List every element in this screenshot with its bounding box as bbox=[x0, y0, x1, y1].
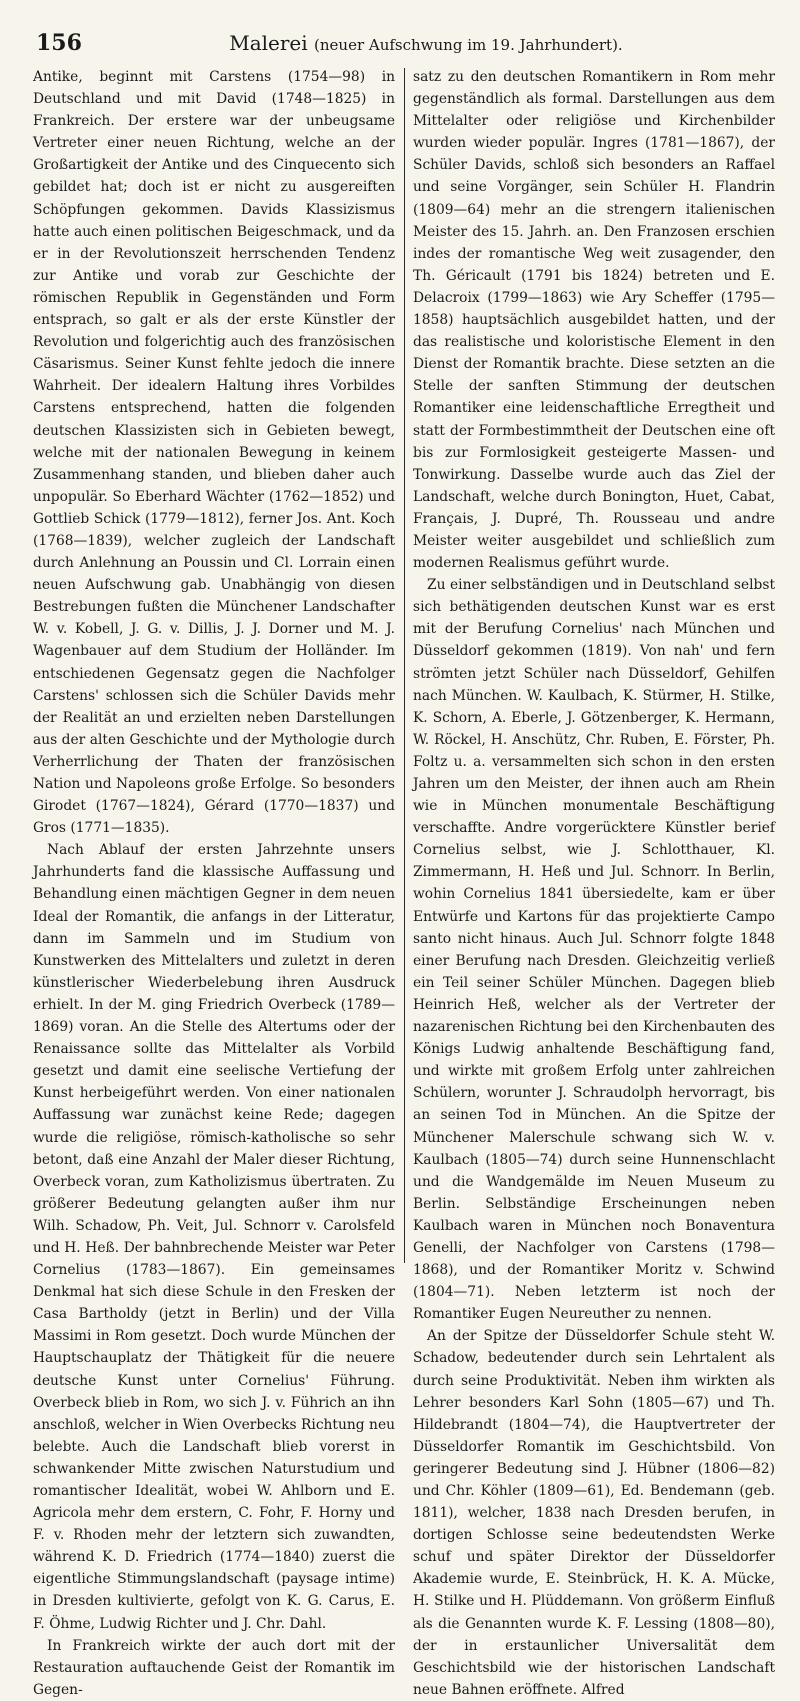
left-column bbox=[33, 66, 395, 1698]
running-header bbox=[36, 30, 770, 66]
text-columns bbox=[33, 66, 775, 1698]
left-paragraph-1: Antike, beginnt mit Carstens (1754—98) in Deutschland und mit David (1748—1825) in Frankreich. Der erstere war der unbeugsame Vertreter einer neuen Richtung, welche an der Großartigkeit der Antike und des Cinquecento sich gebildet hat; doch ist er nicht zu ausgereiften Schöpfungen gekommen. Davids Klassizismus hatte auch einen politischen Beigeschmack, und da er in der Revolutionszeit herrschenden Tendenz zur Antike und vorab zur Geschichte der römischen Republik in Gegenständen und Form entsprach, so galt er als der erste Künstler der Revolution und folgerichtig auch des französischen Cäsarismus. Seiner Kunst fehlte jedoch die innere Wahrheit. Der idealern Haltung ihres Vorbildes Carstens entsprechend, hatten die folgenden deutschen Klassizisten sich in Gebieten bewegt, welche mit der nationalen Bewegung in keinem Zusammenhang standen, und blieben daher auch unpopulär. So Eberhard Wächter (1762—1852) und Gottlieb Schick (1779—1812), ferner Jos. Ant. Koch (1768—1839), welcher zugleich der Landschaft durch Anlehnung an Poussin und Cl. Lorrain einen neuen Aufschwung gab. Unabhängig von diesen Bestrebungen fußten die Münchener Landschafter W. v. Kobell, J. G. v. Dillis, J. J. Dorner und M. J. Wagenbauer auf dem Studium der Holländer. Im entschiedenen Gegensatz gegen die Nachfolger Carstens' schlossen sich die Schüler Davids mehr der Realität an und erzielten neben Darstellungen aus der alten Geschichte und der Mythologie durch Verherrlichung der Thaten der französischen Nation und Napoleons große Erfolge. So besonders Girodet (1767—1824), Gérard (1770—1837) und Gros (1771—1835). bbox=[33, 69, 395, 837]
running-title bbox=[82, 31, 770, 55]
page-number: 156 bbox=[36, 30, 82, 56]
right-paragraph-3: An der Spitze der Düsseldorfer Schule steht W. Schadow, bedeutender durch sein Lehrtalent als durch seine Produktivität. Neben ihm wirkten als Lehrer besonders Karl Sohn (1805—67) und Th. Hildebrandt (1804—74), die Hauptvertreter der Düsseldorfer Romantik im Geschichtsbild. Von geringerer Bedeutung sind J. Hübner (1806—82) und Chr. Köhler (1809—61), Ed. Bendemann (geb. 1811), welcher, 1838 nach Dresden berufen, in dortigen Schlosse seine bedeutendsten Werke schuf und später Direktor der Düsseldorfer Akademie wurde, E. Steinbrück, H. K. A. Mücke, H. Stilke und H. Plüddemann. Von größerm Einfluß als die Genannten wurde K. F. Lessing (1808—80), der in erstaunlicher Universalität dem Geschichtsbild wie der historischen Landschaft neue Bahnen eröffnete. Alfred bbox=[413, 1328, 775, 1698]
left-paragraph-3: In Frankreich wirkte der auch dort mit der Restauration auftauchende Geist der Romantik im Gegen- bbox=[33, 1637, 395, 1698]
right-paragraph-2: Zu einer selbständigen und in Deutschland selbst sich bethätigenden deutschen Kunst war es erst mit der Berufung Cornelius' nach München und Düsseldorf gekommen (1819). Von nah' und fern strömten jetzt Schüler nach Düsseldorf, Gehilfen nach München. W. Kaulbach, K. Stürmer, H. Stilke, K. Schorn, A. Eberle, J. Götzenberger, K. Hermann, W. Röckel, H. Anschütz, Chr. Ruben, E. Förster, Ph. Foltz u. a. versammelten sich schon in den ersten Jahren um den Meister, der ihnen auch am Rhein wie in München monumentale Beschäftigung verschaffte. Andre vorgerücktere Künstler berief Cornelius selbst, wie J. Schlotthauer, Kl. Zimmermann, H. Heß und Jul. Schnorr. In Berlin, wohin Cornelius 1841 übersiedelte, kam er über Entwürfe und Kartons für das projektierte Campo santo nicht hinaus. Auch Jul. Schnorr folgte 1848 einer Berufung nach Dresden. Gleichzeitig verließ ein Teil seiner Schüler München. Dagegen blieb Heinrich Heß, welcher als der Vertreter der nazarenischen Richtung bei den Kirchenbauten des Königs Ludwig anhaltende Beschäftigung fand, und wirkte mit großem Erfolg unter zahlreichen Schülern, worunter J. Schraudolph hervorragt, bis an seinen Tod in München. An die Spitze der Münchener Malerschule schwang sich W. v. Kaulbach (1805—74) durch seine Hunnenschlacht und die Wandgemälde im Neuen Museum zu Berlin. Selbständige Erscheinungen neben Kaulbach waren in München noch Bonaventura Genelli, der Nachfolger von Carstens (1798—1868), und der Romantiker Moritz v. Schwind (1804—71). Neben letzterm ist noch der Romantiker Eugen Neureuther zu nennen. bbox=[413, 577, 775, 1323]
column-divider bbox=[404, 68, 405, 1263]
left-paragraph-2: Nach Ablauf der ersten Jahrzehnte unsers Jahrhunderts fand die klassische Auffassung und Behandlung einen mächtigen Gegner in dem neuen Ideal der Romantik, die anfangs in der Litteratur, dann im Sammeln und im Studium von Kunstwerken des Mittelalters und zuletzt in deren künstlerischer Wiederbelebung ihren Ausdruck erhielt. In der M. ging Friedrich Overbeck (1789—1869) voran. An die Stelle des Altertums oder der Renaissance sollte das Mittelalter als Vorbild gesetzt und damit eine seelische Vertiefung der Kunst herbeigeführt werden. Von einer nationalen Auffassung war zunächst keine Rede; dagegen wurde die religiöse, römisch-katholische so sehr betont, daß eine Anzahl der Maler dieser Richtung, Overbeck voran, zum Katholizismus übertraten. Zu größerer Bedeutung gelangten außer ihm nur Wilh. Schadow, Ph. Veit, Jul. Schnorr v. Carolsfeld und H. Heß. Der bahnbrechende Meister war Peter Cornelius (1783—1867). Ein gemeinsames Denkmal hat sich diese Schule in den Fresken der Casa Bartholdy (jetzt in Berlin) und der Villa Massimi in Rom gesetzt. Doch wurde München der Hauptschauplatz der Thätigkeit für die neuere deutsche Kunst unter Cornelius' Führung. Overbeck blieb in Rom, wo sich J. v. Führich an ihn anschloß, welcher in Wien Overbecks Richtung neu belebte. Auch die Landschaft blieb vorerst in schwankender Mitte zwischen Naturstudium und romantischer Idealität, wobei W. Ahlborn und E. Agricola mehr dem erstern, C. Fohr, F. Horny und F. v. Rhoden mehr der letztern sich zuwandten, während K. D. Friedrich (1774—1840) zuerst die eigentliche Stimmungslandschaft (paysage intime) in Dresden kultivierte, gefolgt von K. G. Carus, E. F. Öhme, Ludwig Richter und J. Chr. Dahl. bbox=[33, 842, 395, 1632]
right-paragraph-1: satz zu den deutschen Romantikern in Rom mehr gegenständlich als formal. Darstellungen aus dem Mittelalter oder religiöse und Kirchenbilder wurden wieder populär. Ingres (1781—1867), der Schüler Davids, schloß sich besonders an Raffael und seine Vorgänger, sein Schüler H. Flandrin (1809—64) mehr an die strengern italienischen Meister des 15. Jahrh. an. Den Franzosen erschien indes der romantische Weg weit zusagender, den Th. Géricault (1791 bis 1824) betreten und E. Delacroix (1799—1863) wie Ary Scheffer (1795—1858) hauptsächlich ausgebildet hatten, und der das realistische und koloristische Element in den Dienst der Romantik brachte. Diese setzten an die Stelle der sanften Stimmung der deutschen Romantiker eine leidenschaftliche Erregtheit und statt der Formbestimmtheit der Deutschen eine oft bis zur Formlosigkeit gesteigerte Massen- und Tonwirkung. Dasselbe wurde auch das Ziel der Landschaft, welche durch Bonington, Huet, Cabat, Français, J. Dupré, Th. Rousseau und andre Meister weiter ausgebildet und schließlich zum modernen Realismus geführt wurde. bbox=[413, 69, 775, 572]
right-column bbox=[413, 66, 775, 1698]
running-title-subtitle: (neuer Aufschwung im 19. Jahrhundert). bbox=[314, 36, 623, 54]
running-title-main: Malerei bbox=[229, 31, 308, 55]
